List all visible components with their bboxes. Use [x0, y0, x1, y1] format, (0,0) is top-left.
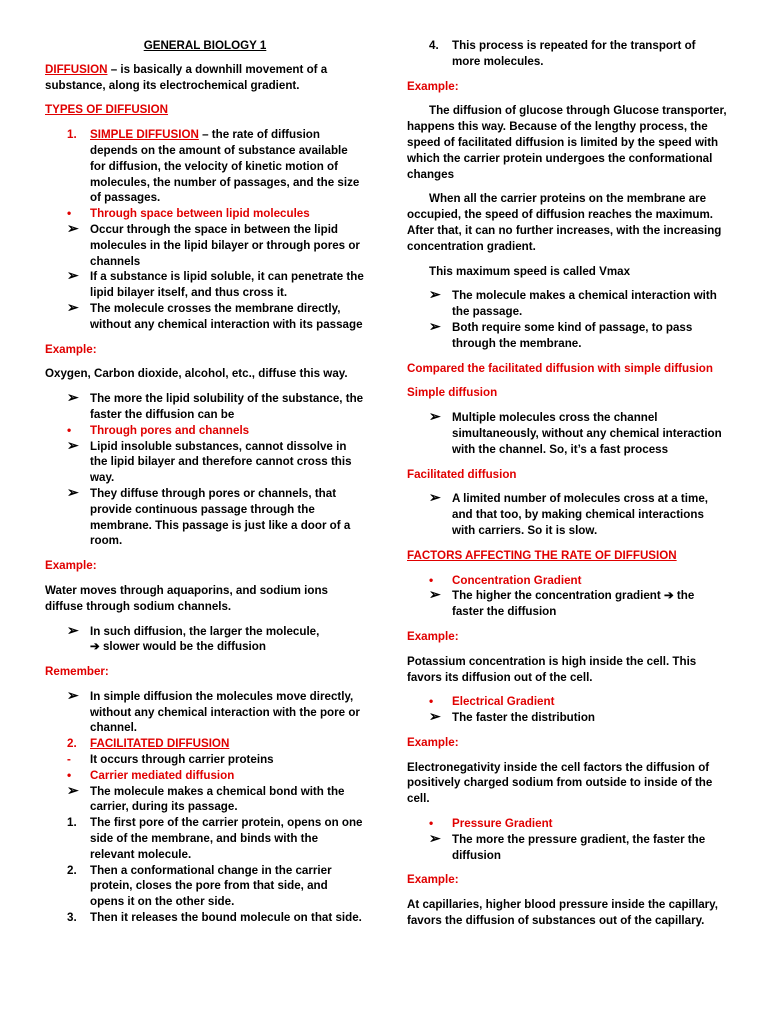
arrow-bullet-icon: ➢ [67, 621, 79, 638]
section-facilitated-diffusion: 2. FACILITATED DIFFUSION [67, 737, 230, 751]
arrow-bullet-icon: ➢ [67, 436, 79, 453]
arrow-item: ➢ Both require some kind of passage, to pass through the membrane. [429, 317, 693, 350]
bullet-concentration: • Concentration Gradient [429, 572, 582, 587]
remember-label: Remember: [45, 665, 109, 679]
arrow-item: ➢ Occur through the space in between the lipid molecules in the lipid bilayer or through pores or channels [67, 219, 360, 268]
example-text: Electronegativity inside the cell factors the diffusion of positively charged sodium from outside to inside of the cell. [407, 760, 713, 806]
arrow-bullet-icon: ➢ [429, 586, 441, 603]
arrow-item: ➢ The higher the concentration gradient ➔ the faster the diffusion [429, 586, 695, 619]
arrow-item: ➢ The more the lipid solubility of the substance, the faster the diffusion can be [67, 389, 364, 421]
arrow-bullet-icon: ➢ [67, 219, 79, 236]
example-label: Example: [45, 342, 97, 356]
arrow-item: ➢ They diffuse through pores or channels, that provide continuous passage through the membrane. This passage is just like a door of a room. [67, 483, 351, 548]
example-label: Example: [407, 79, 459, 93]
red-dot-icon: • [67, 422, 72, 437]
arrow-item: ➢ The molecule crosses the membrane directly, without any chemical interaction with its passage [67, 298, 363, 331]
example-label: Example: [407, 873, 459, 887]
example-text: Oxygen, Carbon dioxide, alcohol, etc., diffuse this way. [45, 367, 348, 381]
paragraph: The diffusion of glucose through Glucose transporter, happens this way. Because of the lengthy process, the speed of facilitated diffusion is limited by the speed with which the carrier protein undergoes the conformational changes [407, 104, 727, 181]
arrow-item: ➢ The molecule makes a chemical interaction with the passage. [429, 286, 717, 319]
arrow-bullet-icon: ➢ [67, 686, 79, 703]
example-label: Example: [407, 629, 459, 643]
arrow-item: ➢ The faster the distribution [429, 708, 595, 725]
numbered-item: 2. Then a conformational change in the carrier protein, closes the pore from that side, and opens it on the other side. [67, 863, 332, 909]
arrow-bullet-icon: ➢ [429, 408, 441, 425]
intro-term: DIFFUSION [45, 62, 108, 76]
arrow-item: ➢ If a substance is lipid soluble, it can penetrate the lipid bilayer itself, and thus cross it. [67, 267, 364, 300]
facilitated-heading: Facilitated diffusion [407, 467, 517, 481]
red-dot-icon: • [429, 694, 434, 709]
numbered-item: 3. Then it releases the bound molecule on that side. [67, 911, 362, 925]
dash-item: - It occurs through carrier proteins [67, 753, 274, 767]
example-label: Example: [45, 559, 97, 573]
red-dot-icon: • [429, 816, 434, 831]
bullet-pressure: • Pressure Gradient [429, 816, 553, 831]
left-column [45, 38, 365, 926]
example-text: At capillaries, higher blood pressure inside the capillary, favors the diffusion of substances out of the capillary. [407, 898, 718, 928]
arrow-bullet-icon: ➢ [67, 267, 79, 284]
arrow-bullet-icon: ➢ [67, 389, 79, 406]
right-arrow-icon: ➔ [663, 589, 674, 603]
factors-heading: FACTORS AFFECTING THE RATE OF DIFFUSION [407, 548, 677, 562]
example-text: Potassium concentration is high inside the cell. This favors its diffusion out of the cell. [407, 654, 697, 684]
arrow-bullet-icon: ➢ [429, 829, 441, 846]
simple-heading: Simple diffusion [407, 386, 498, 400]
compare-heading: Compared the facilitated diffusion with simple diffusion [407, 361, 713, 375]
bullet-pores: • Through pores and channels [67, 422, 250, 437]
bullet-carrier: • Carrier mediated diffusion [67, 767, 235, 782]
arrow-item: ➢ The more the pressure gradient, the faster the diffusion [429, 829, 706, 862]
red-dot-icon: • [429, 572, 434, 587]
arrow-item: ➢ In such diffusion, the larger the molecule, ➔ slower would be the diffusion [67, 621, 320, 654]
arrow-item: ➢ Multiple molecules cross the channel simultaneously, without any chemical interaction with the channel. So, it’s a fast process [429, 408, 722, 456]
red-dot-icon: • [67, 767, 72, 782]
numbered-item: 4. This process is repeated for the transport of more molecules. [429, 39, 696, 68]
red-dot-icon: • [67, 206, 72, 221]
arrow-bullet-icon: ➢ [429, 708, 441, 725]
example-label: Example: [407, 735, 459, 749]
arrow-bullet-icon: ➢ [429, 286, 441, 303]
arrow-bullet-icon: ➢ [429, 317, 441, 334]
page-title: GENERAL BIOLOGY 1 [143, 39, 267, 52]
types-heading: TYPES OF DIFFUSION [45, 103, 169, 117]
bullet-lipid: • Through space between lipid molecules [67, 206, 310, 221]
bullet-electrical: • Electrical Gradient [429, 694, 555, 709]
arrow-bullet-icon: ➢ [67, 781, 79, 798]
arrow-item: ➢ The molecule makes a chemical bond with the carrier, during its passage. [67, 781, 345, 814]
right-arrow-icon: ➔ [90, 640, 100, 654]
arrow-item: ➢ A limited number of molecules cross at a time, and that too, by making chemical interactions with carriers. So it is slow. [429, 489, 708, 537]
arrow-bullet-icon: ➢ [67, 483, 79, 500]
arrow-item: ➢ Lipid insoluble substances, cannot dissolve in the lipid bilayer and therefore cannot cross this way. [67, 436, 352, 485]
arrow-bullet-icon: ➢ [429, 489, 441, 506]
numbered-item: 1. The first pore of the carrier protein, opens on one side of the membrane, and binds with the relevant molecule. [67, 816, 363, 861]
arrow-bullet-icon: ➢ [67, 298, 79, 315]
arrow-item: ➢ In simple diffusion the molecules move directly, without any chemical interaction with the pore or channel. [67, 686, 360, 735]
example-text: Water moves through aquaporins, and sodium ions diffuse through sodium channels. [45, 583, 328, 613]
section-simple-diffusion: 1. SIMPLE DIFFUSION – the rate of diffusion depends on the amount of substance available for diffusion, the velocity of kinetic motion of molecules, the number of passages, and the size of passages. [67, 128, 360, 205]
intro-paragraph: DIFFUSION – is basically a downhill movement of a substance, along its electrochemical gradient. [45, 62, 328, 92]
paragraph: When all the carrier proteins on the membrane are occupied, the speed of diffusion reaches the maximum. After that, it can no further increases, with the increasing concentration gradient. [407, 192, 722, 253]
paragraph: This maximum speed is called Vmax [429, 264, 631, 278]
right-column [407, 38, 727, 929]
